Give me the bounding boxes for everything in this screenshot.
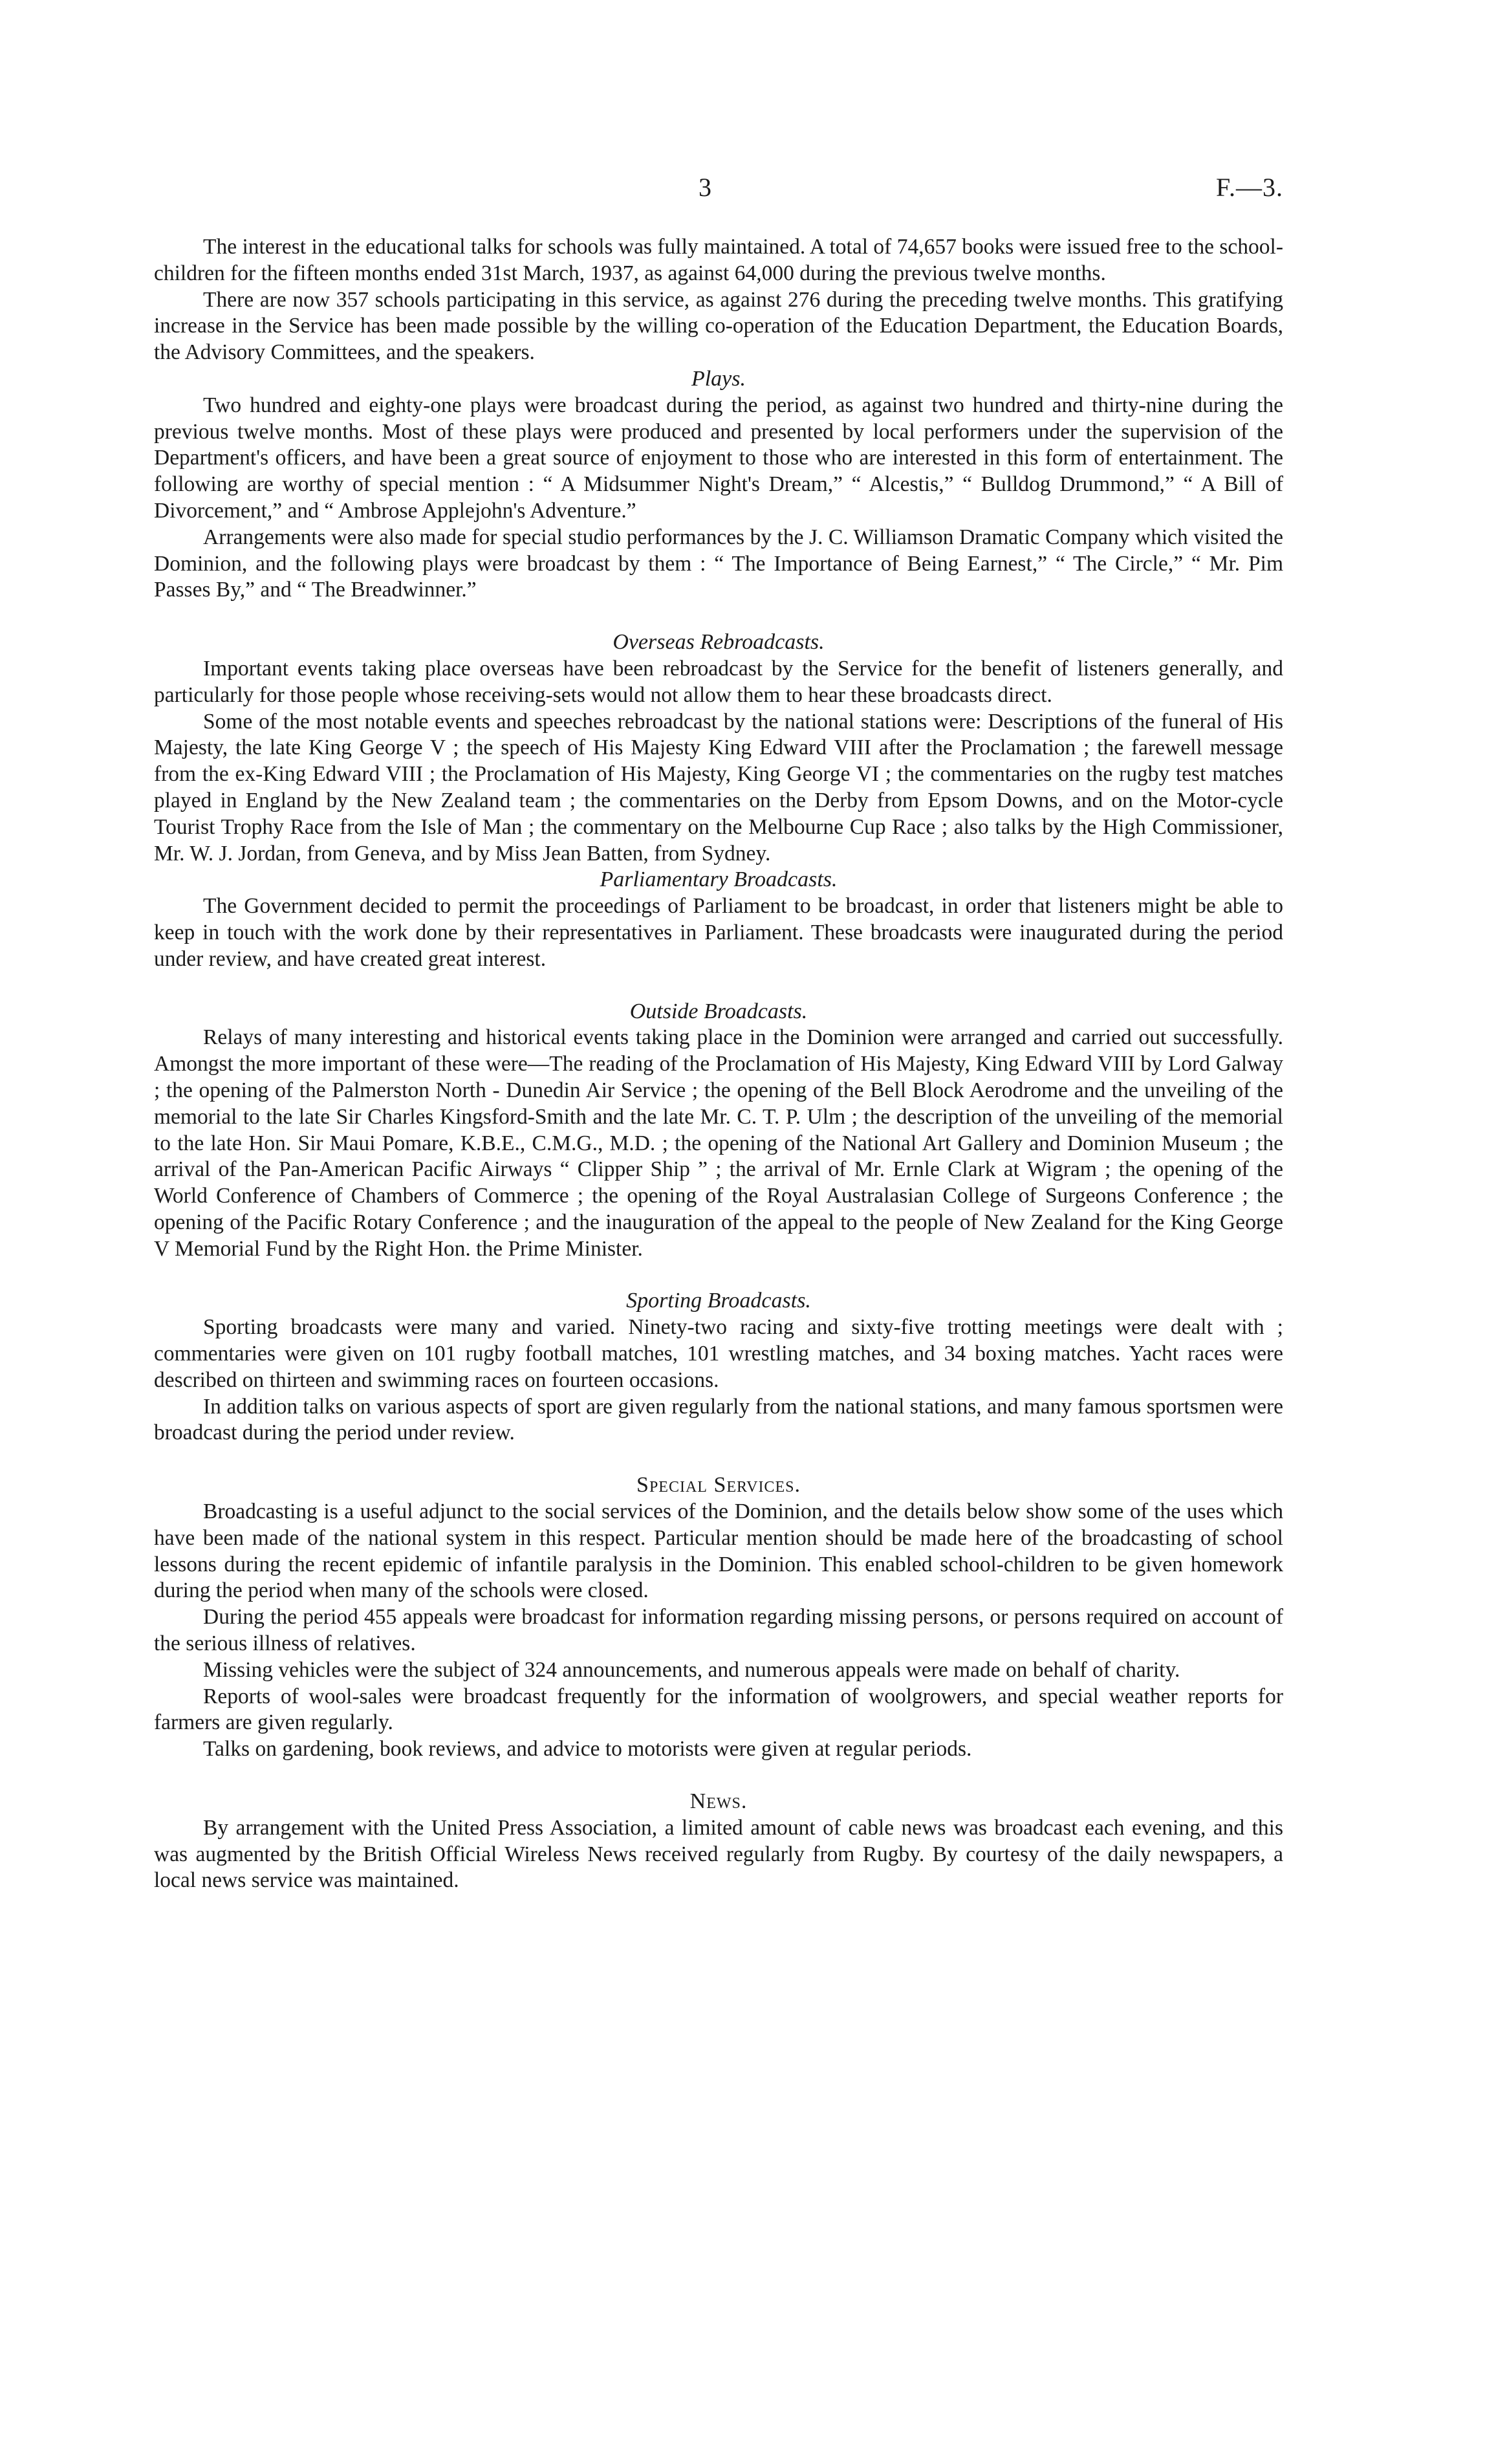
paragraph: During the period 455 appeals were broadcast for information regarding missing persons, or persons required on account of the serious illness of relatives. bbox=[154, 1605, 1283, 1656]
paragraph: The Government decided to permit the proceedings of Parliament to be broadcast, in order that listeners might be able to keep in touch with the work done by their representatives in Parliament. These broadcasts were inaugurated during the period under review, and have created great interest. bbox=[154, 894, 1283, 971]
section-heading-news: News. bbox=[689, 1789, 748, 1814]
document-body bbox=[154, 234, 1283, 1894]
section-heading-overseas-rebroadcasts: Overseas Rebroadcasts. bbox=[612, 630, 825, 655]
section-heading-sporting-broadcasts: Sporting Broadcasts. bbox=[626, 1289, 811, 1313]
paragraph: Sporting broadcasts were many and varied. Ninety-two racing and sixty-five trotting meetings were dealt with ; commentaries were given on 101 rugby football matches, 101 wrestling matches, and 34 boxing matches. Yacht races were described on thirteen and swimming races on fourteen occasions. bbox=[154, 1315, 1283, 1392]
paragraph: Talks on gardening, book reviews, and advice to motorists were given at regular periods. bbox=[203, 1737, 972, 1761]
paragraph: Important events taking place overseas have been rebroadcast by the Service for the benefit of listeners generally, and particularly for those people whose receiving-sets would not allow them to hear these broadcasts direct. bbox=[154, 656, 1283, 707]
paragraph: Arrangements were also made for special studio performances by the J. C. Williamson Dramatic Company which visited the Dominion, and the following plays were broadcast by them : “ The Importance of Being Earnest,” “ The Circle,” “ Mr. Pim Passes By,” and “ The Breadwinner.” bbox=[154, 525, 1283, 602]
page-number: 3 bbox=[699, 173, 711, 202]
paragraph: Missing vehicles were the subject of 324 announcements, and numerous appeals were made on behalf of charity. bbox=[203, 1657, 1180, 1682]
paragraph: In addition talks on various aspects of sport are given regularly from the national stations, and many famous sportsmen were broadcast during the period under review. bbox=[154, 1394, 1283, 1445]
paragraph: The interest in the educational talks for schools was fully maintained. A total of 74,657 books were issued free to the school-children for the fifteen months ended 31st March, 1937, as against 64,000 during the previous twelve months. bbox=[154, 235, 1283, 285]
document-reference: F.—3. bbox=[1215, 173, 1283, 202]
paragraph: Two hundred and eighty-one plays were broadcast during the period, as against two hundred and thirty-nine during the previous twelve months. Most of these plays were produced and presented by local performers under the supervision of the Department's officers, and have been a great source of enjoyment to those who are interested in this form of entertainment. The following are worthy of special mention : “ A Midsummer Night's Dream,” “ Alcestis,” “ Bulldog Drummond,” “ A Bill of Divorcement,” and “ Ambrose Applejohn's Adventure.” bbox=[154, 393, 1283, 523]
section-heading-plays: Plays. bbox=[691, 366, 746, 391]
page-header bbox=[0, 172, 1485, 211]
paragraph: Relays of many interesting and historical events taking place in the Dominion were arranged and carried out successfully. Amongst the more important of these were—The reading of the Proclamation of His Majesty, King Edward VIII by Lord Galway ; the opening of the Palmerston North - Dunedin Air Service ; the opening of the Bell Block Aerodrome and the unveiling of the memorial to the late Sir Charles Kingsford-Smith and the late Mr. C. T. P. Ulm ; the description of the unveiling of the memorial to the late Hon. Sir Maui Pomare, K.B.E., C.M.G., M.D. ; the opening of the National Art Gallery and Dominion Museum ; the arrival of the Pan-American Pacific Airways “ Clipper Ship ” ; the arrival of Mr. Ernle Clark at Wigram ; the opening of the World Conference of Chambers of Commerce ; the opening of the Royal Australasian College of Surgeons Conference ; the opening of the Pacific Rotary Conference ; and the inauguration of the appeal to the people of New Zealand for the King George V Memorial Fund by the Right Hon. the Prime Minister. bbox=[154, 1025, 1283, 1261]
paragraph: There are now 357 schools participating in this service, as against 276 during the preceding twelve months. This gratifying increase in the Service has been made possible by the willing co-operation of the Education Department, the Education Boards, the Advisory Committees, and the speakers. bbox=[154, 287, 1283, 365]
paragraph: Reports of wool-sales were broadcast frequently for the information of woolgrowers, and special weather reports for farmers are given regularly. bbox=[154, 1684, 1283, 1735]
paragraph: Some of the most notable events and speeches rebroadcast by the national stations were: Descriptions of the funeral of His Majesty, the late King George V ; the speech of His Majesty King Edward VIII after the Proclamation ; the farewell message from the ex-King Edward VIII ; the Proclamation of His Majesty, King George VI ; the commentaries on the rugby test matches played in England by the New Zealand team ; the commentaries on the Derby from Epsom Downs, and on the Motor-cycle Tourist Trophy Race from the Isle of Man ; the commentary on the Melbourne Cup Race ; also talks by the High Commissioner, Mr. W. J. Jordan, from Geneva, and by Miss Jean Batten, from Sydney. bbox=[154, 709, 1283, 866]
paragraph: Broadcasting is a useful adjunct to the social services of the Dominion, and the details below show some of the uses which have been made of the national system in this respect. Particular mention should be made here of the broadcasting of school lessons during the recent epidemic of infantile paralysis in the Dominion. This enabled school-children to be given homework during the period when many of the schools were closed. bbox=[154, 1499, 1283, 1603]
section-heading-parliamentary-broadcasts: Parliamentary Broadcasts. bbox=[600, 867, 838, 892]
paragraph: By arrangement with the United Press Association, a limited amount of cable news was broadcast each evening, and this was augmented by the British Official Wireless News received regularly from Rugby. By courtesy of the daily newspapers, a local news service was maintained. bbox=[154, 1815, 1283, 1893]
section-heading-special-services: Special Services. bbox=[636, 1473, 801, 1498]
section-heading-outside-broadcasts: Outside Broadcasts. bbox=[629, 999, 808, 1023]
